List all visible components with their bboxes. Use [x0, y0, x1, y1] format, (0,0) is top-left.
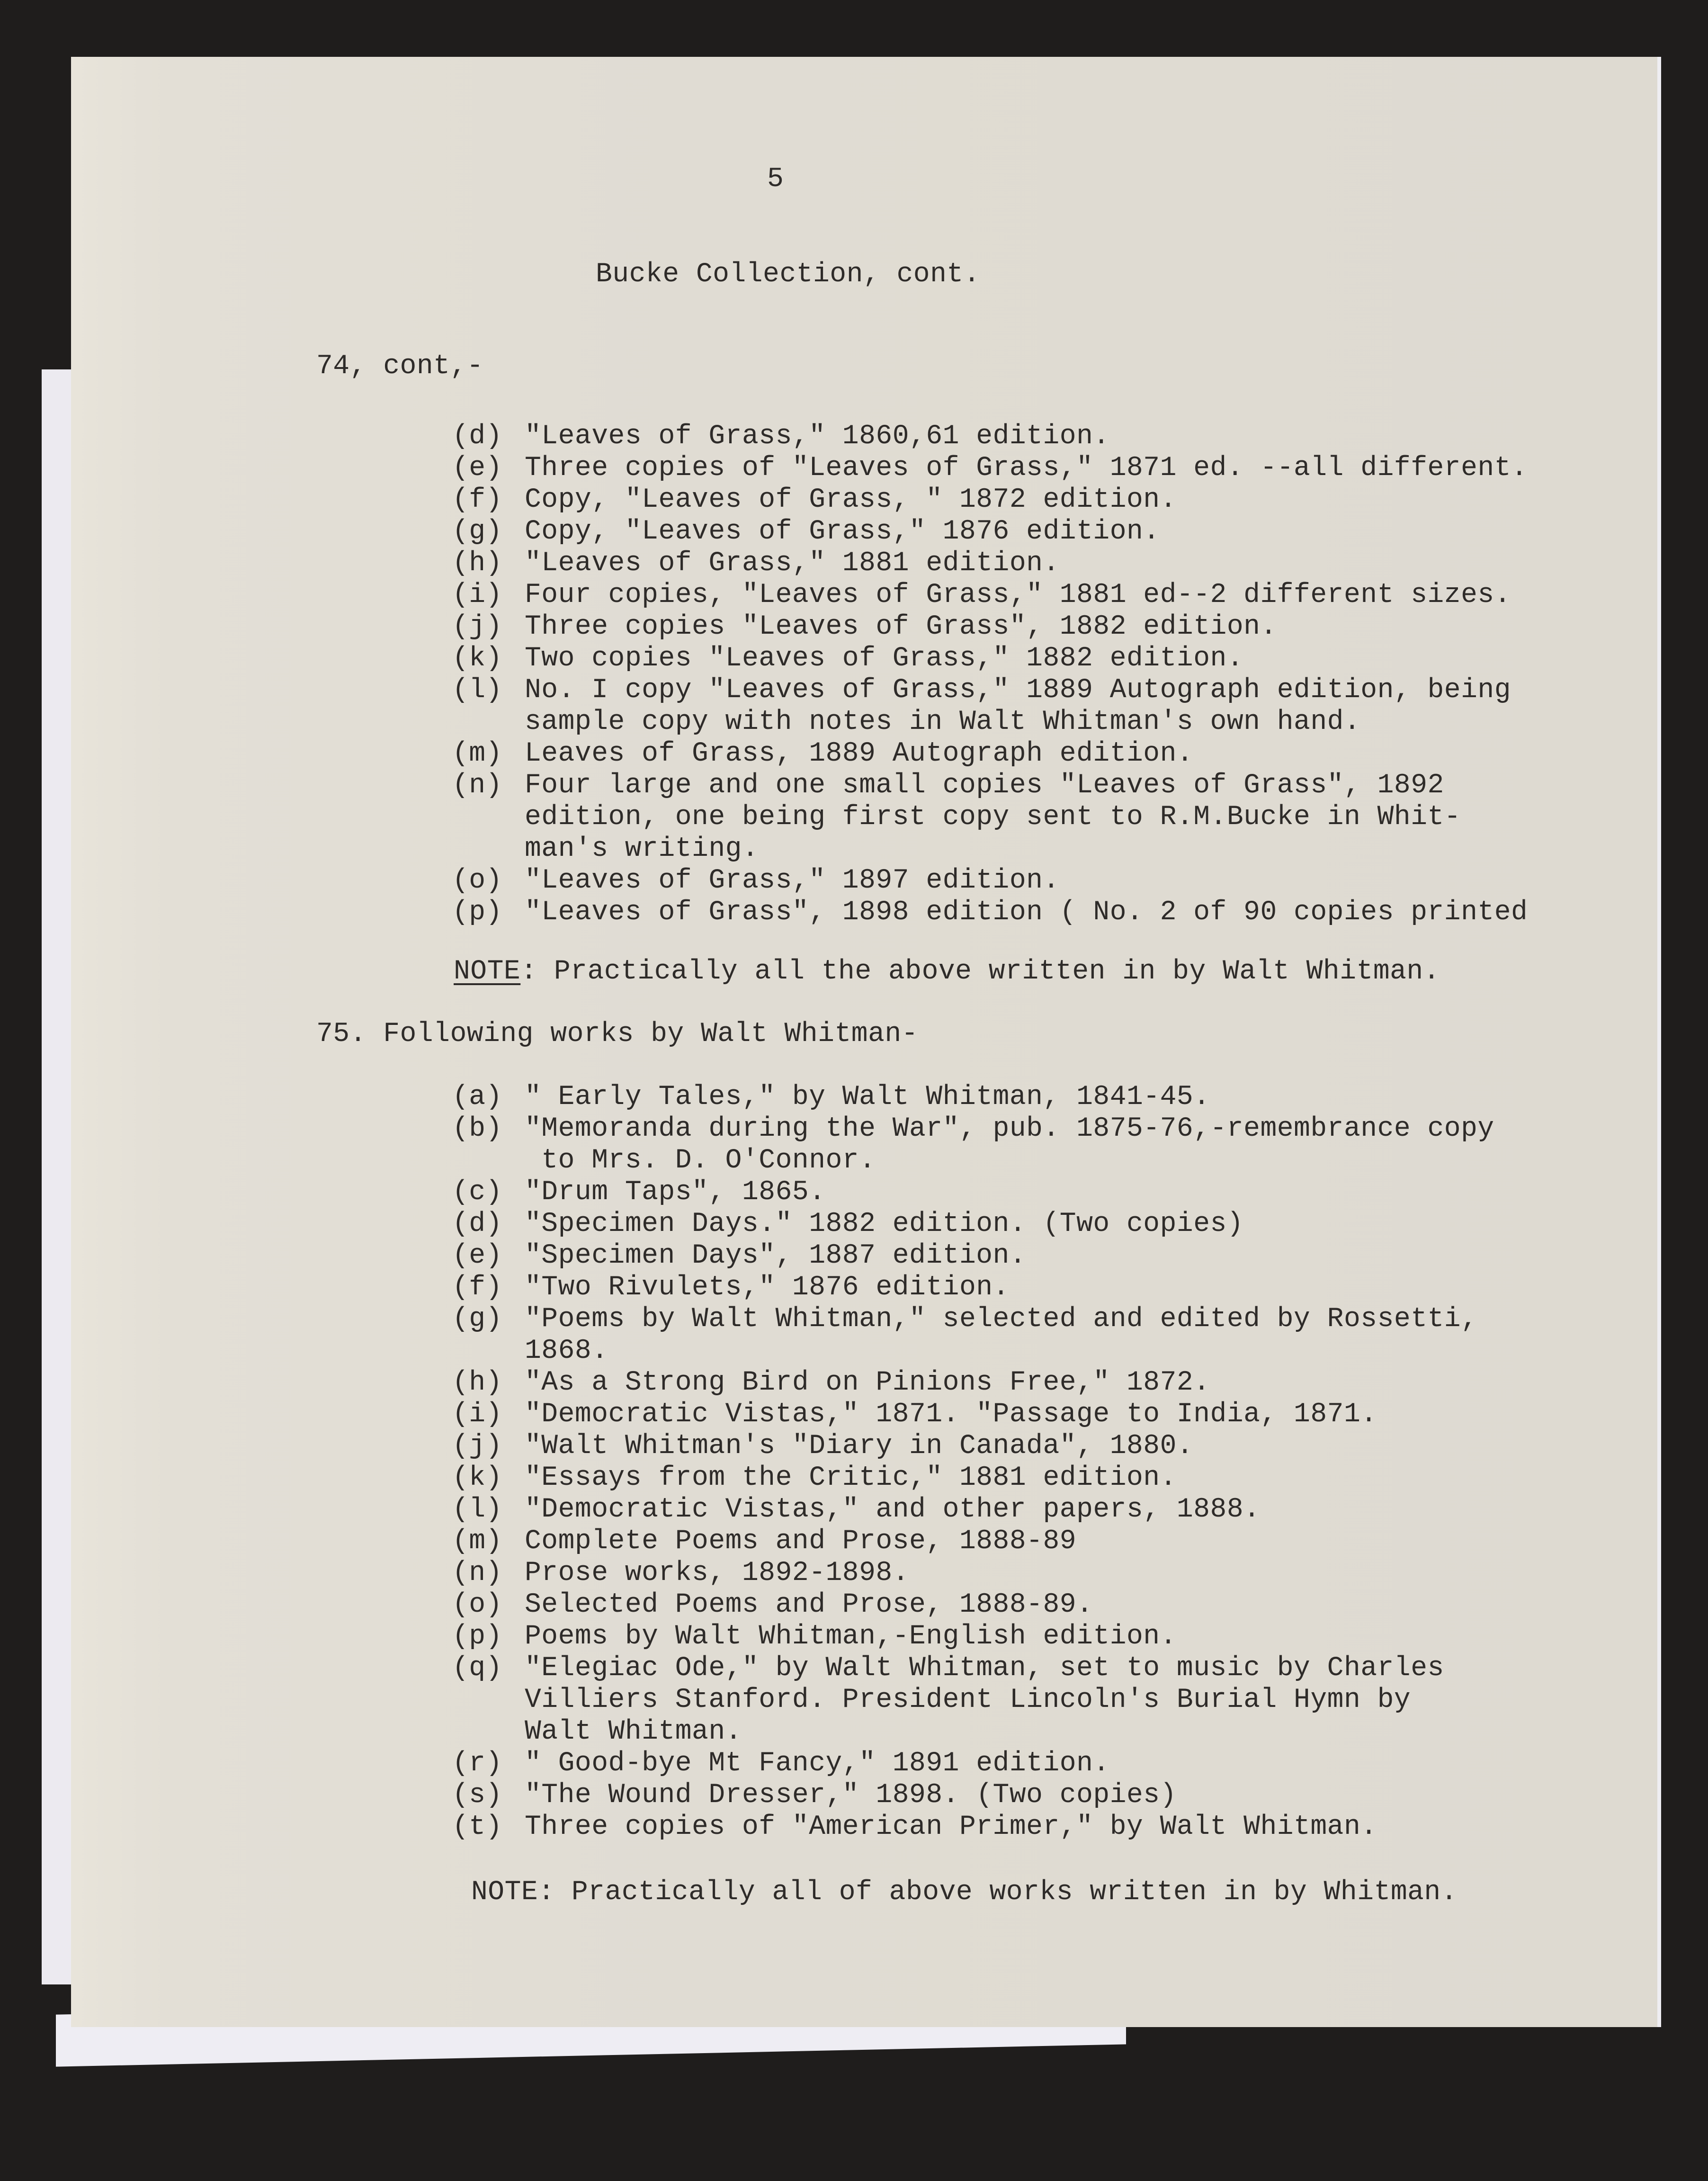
list-item [452, 1367, 1210, 1399]
list-item [452, 674, 1511, 706]
item-marker: (s) [452, 1780, 502, 1811]
item-text: "Specimen Days", 1887 edition. [525, 1240, 1027, 1271]
list-item [452, 579, 1511, 611]
list-item [452, 1399, 1377, 1430]
section-74-heading: 74, cont,- [316, 351, 484, 382]
list-item [452, 1589, 1093, 1621]
item-text: "Democratic Vistas," 1871. "Passage to India, 1871. [525, 1399, 1377, 1430]
list-item [452, 865, 1060, 897]
item-marker: (p) [452, 1621, 502, 1652]
section-75-note [471, 1876, 1458, 1908]
item-text: "Leaves of Grass," 1860,61 edition. [525, 421, 1110, 452]
list-item [452, 516, 1160, 547]
item-text: Three copies of "American Primer," by Walt Whitman. [525, 1812, 1377, 1842]
item-marker: (k) [452, 1463, 502, 1493]
item-marker: (i) [452, 580, 502, 610]
item-continuation: 1868. [525, 1336, 608, 1366]
item-marker: (e) [452, 1240, 502, 1271]
item-text: "Drum Taps", 1865. [525, 1177, 826, 1208]
item-marker: (b) [452, 1113, 502, 1144]
list-item [452, 1779, 1177, 1811]
item-continuation: man's writing. [525, 834, 759, 864]
item-text: Three copies of "Leaves of Grass," 1871 ed. --all different. [525, 453, 1528, 484]
item-marker: (l) [452, 1494, 502, 1525]
item-marker: (m) [452, 738, 502, 769]
item-marker: (m) [452, 1526, 502, 1557]
section-74-note [454, 956, 1440, 987]
item-continuation: to Mrs. D. O'Connor. [525, 1145, 876, 1176]
item-marker: (g) [452, 1304, 502, 1335]
item-text: Four large and one small copies "Leaves of Grass", 1892 [525, 770, 1444, 801]
list-item [452, 738, 1193, 770]
note-label: NOTE [454, 956, 521, 987]
item-continuation: edition, one being first copy sent to R.M.Bucke in Whit- [525, 802, 1461, 833]
list-item [452, 1494, 1260, 1526]
list-item [452, 1081, 1210, 1113]
list-item [452, 1526, 1076, 1557]
note-text: : Practically all the above written in by Walt Whitman. [520, 956, 1440, 987]
list-item [452, 1621, 1177, 1652]
item-marker: (j) [452, 1431, 502, 1462]
item-text: "Essays from the Critic," 1881 edition. [525, 1463, 1177, 1493]
item-continuation: Walt Whitman. [525, 1716, 742, 1747]
item-text: "Leaves of Grass," 1897 edition. [525, 865, 1060, 896]
item-marker: (n) [452, 770, 502, 801]
item-text: Three copies "Leaves of Grass", 1882 edition. [525, 611, 1277, 642]
item-marker: (e) [452, 453, 502, 484]
item-marker: (n) [452, 1558, 502, 1589]
list-item [452, 1303, 1477, 1335]
list-item [452, 611, 1277, 643]
item-marker: (q) [452, 1653, 502, 1684]
item-text: " Early Tales," by Walt Whitman, 1841-45. [525, 1082, 1210, 1113]
item-marker: (p) [452, 897, 502, 928]
note-label: NOTE [471, 1877, 538, 1908]
item-marker: (o) [452, 1589, 502, 1620]
item-marker: (i) [452, 1399, 502, 1430]
item-marker: (k) [452, 643, 502, 674]
list-item [452, 421, 1110, 452]
list-item [452, 1240, 1026, 1272]
item-text: "Memoranda during the War", pub. 1875-76,-remembrance copy [525, 1113, 1494, 1144]
item-text: "Specimen Days." 1882 edition. (Two copies) [525, 1209, 1244, 1239]
item-text: "Leaves of Grass," 1881 edition. [525, 548, 1060, 579]
item-marker: (f) [452, 1272, 502, 1303]
item-marker: (t) [452, 1812, 502, 1842]
item-text: Prose works, 1892-1898. [525, 1558, 910, 1589]
item-text: Four copies, "Leaves of Grass," 1881 ed--2 different sizes. [525, 580, 1511, 610]
list-item [452, 547, 1060, 579]
list-item [452, 1208, 1243, 1240]
list-item [452, 770, 1444, 801]
item-marker: (d) [452, 1209, 502, 1239]
item-marker: (a) [452, 1082, 502, 1113]
item-marker: (j) [452, 611, 502, 642]
item-text: "Leaves of Grass", 1898 edition ( No. 2 of 90 copies printed [525, 897, 1528, 928]
item-text: "Democratic Vistas," and other papers, 1888. [525, 1494, 1261, 1525]
item-marker: (h) [452, 1367, 502, 1398]
item-text: Copy, "Leaves of Grass," 1876 edition. [525, 516, 1160, 547]
list-item [452, 643, 1243, 674]
item-marker: (l) [452, 675, 502, 706]
item-continuation: Villiers Stanford. President Lincoln's Burial Hymn by [525, 1685, 1411, 1715]
item-text: Poems by Walt Whitman,-English edition. [525, 1621, 1177, 1652]
list-item [452, 1462, 1177, 1494]
list-item [452, 1811, 1377, 1843]
item-text: "Elegiac Ode," by Walt Whitman, set to music by Charles [525, 1653, 1444, 1684]
page-title: Bucke Collection, cont. [596, 259, 981, 290]
page-number: 5 [767, 164, 784, 195]
item-continuation: sample copy with notes in Walt Whitman's own hand. [525, 707, 1361, 737]
item-text: Leaves of Grass, 1889 Autograph edition. [525, 738, 1194, 769]
list-item [452, 1748, 1110, 1779]
item-text: "Walt Whitman's "Diary in Canada", 1880. [525, 1431, 1194, 1462]
list-item [452, 1272, 1010, 1303]
list-item [452, 1430, 1193, 1462]
note-text: : Practically all of above works written in by Whitman. [538, 1877, 1458, 1908]
item-marker: (r) [452, 1748, 502, 1779]
item-marker: (g) [452, 516, 502, 547]
list-item [452, 1557, 909, 1589]
item-text: Two copies "Leaves of Grass," 1882 edition. [525, 643, 1244, 674]
item-marker: (c) [452, 1177, 502, 1208]
item-text: "As a Strong Bird on Pinions Free," 1872. [525, 1367, 1210, 1398]
item-text: No. I copy "Leaves of Grass," 1889 Autograph edition, being [525, 675, 1511, 706]
item-marker: (h) [452, 548, 502, 579]
item-marker: (f) [452, 485, 502, 515]
list-item [452, 1113, 1494, 1145]
item-text: "Poems by Walt Whitman," selected and edited by Rossetti, [525, 1304, 1478, 1335]
list-item [452, 484, 1177, 516]
item-marker: (d) [452, 421, 502, 452]
section-75-heading: 75. Following works by Walt Whitman- [316, 1019, 919, 1050]
item-text: "Two Rivulets," 1876 edition. [525, 1272, 1010, 1303]
list-item [452, 1176, 826, 1208]
item-text: Complete Poems and Prose, 1888-89 [525, 1526, 1077, 1557]
list-item [452, 897, 1528, 928]
list-item [452, 1652, 1444, 1684]
item-text: "The Wound Dresser," 1898. (Two copies) [525, 1780, 1177, 1811]
item-text: Selected Poems and Prose, 1888-89. [525, 1589, 1093, 1620]
list-item [452, 452, 1528, 484]
item-marker: (o) [452, 865, 502, 896]
item-text: " Good-bye Mt Fancy," 1891 edition. [525, 1748, 1110, 1779]
item-text: Copy, "Leaves of Grass, " 1872 edition. [525, 485, 1177, 515]
